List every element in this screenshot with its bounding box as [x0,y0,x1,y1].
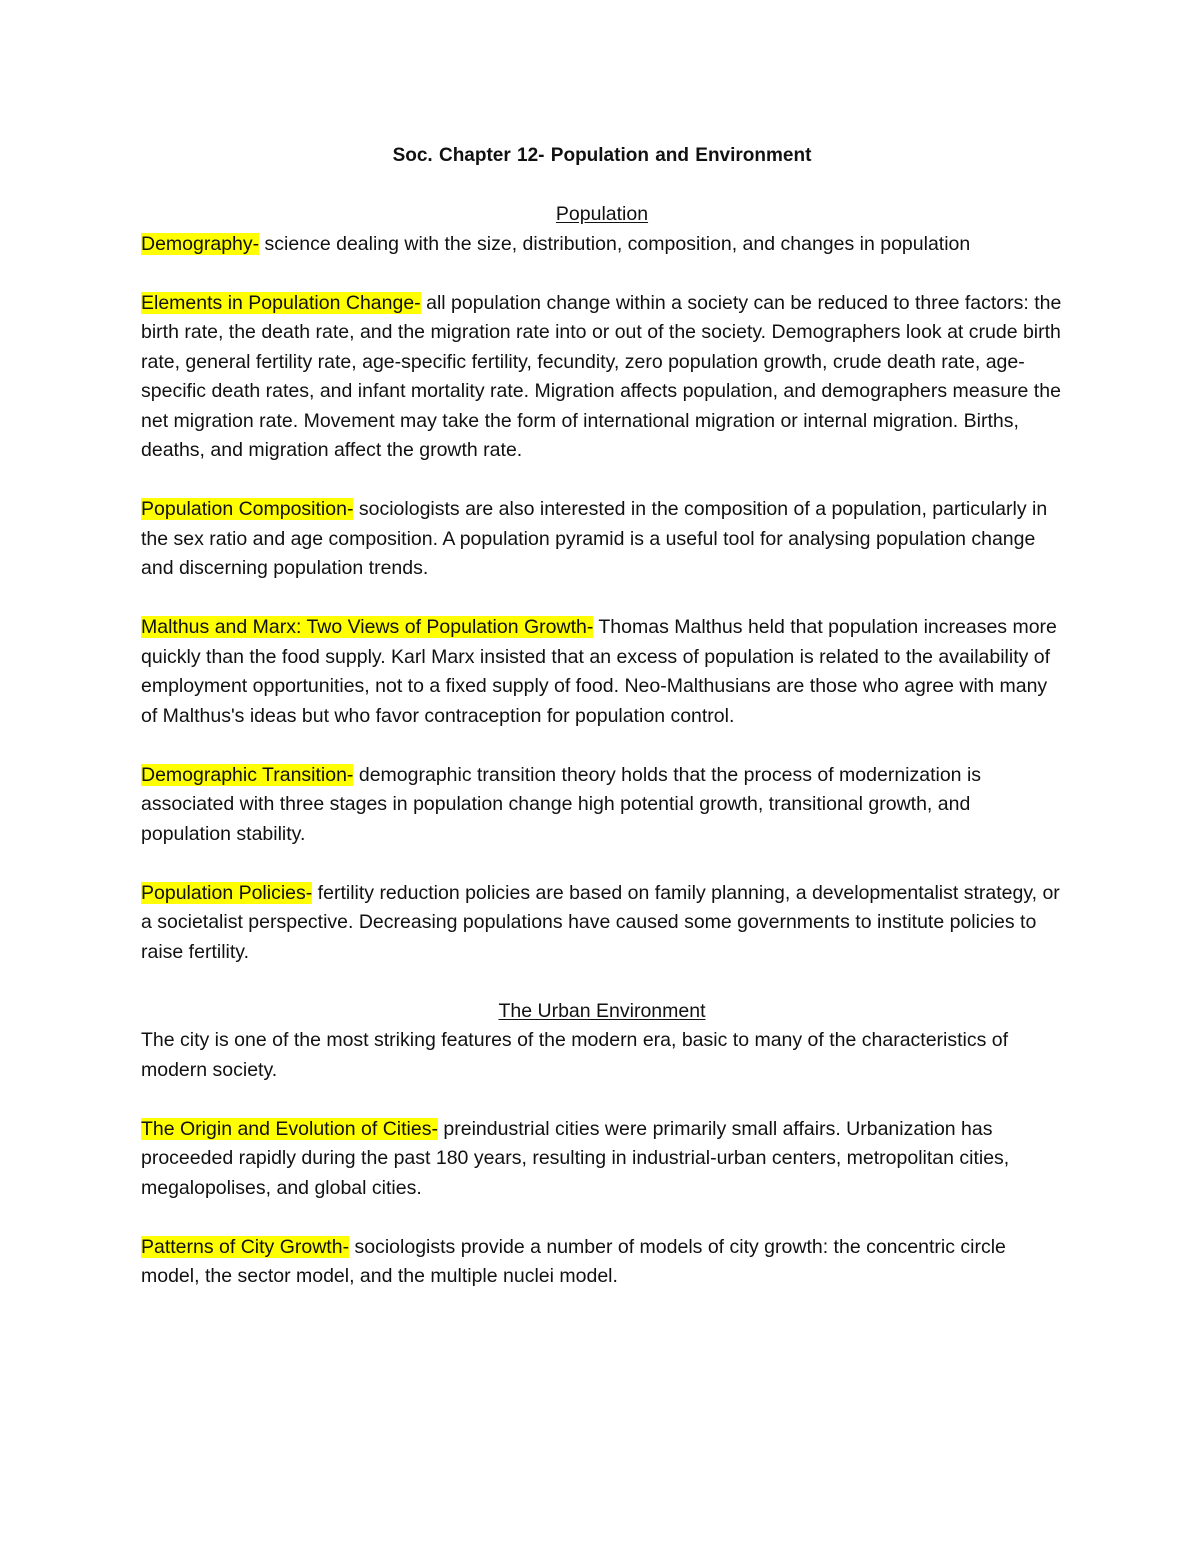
section-intro: The city is one of the most striking features of the modern era, basic to many of the characteristics of modern society. [141,1029,1009,1081]
entry-demographic-transition [141,761,1063,850]
entry-text: Thomas Malthus held that population increases more quickly than the food supply. Karl Marx insisted that an excess of population is related to the availability of employment opportunities, not to a fixed supply of food. Neo-Malthusians are those who agree with many of Malthus's ideas but who favor contraception for population control. [141,616,1057,727]
entry-demography [141,230,1063,260]
entry-elements-in-population-change [141,289,1063,466]
document-title: Soc. Chapter 12- Population and Environment [392,145,812,166]
section-heading-urban-environment: The Urban Environment [498,999,706,1022]
entry-text: sociologists provide a number of models of city growth: the concentric circle model, the sector model, and the multiple nuclei model. [141,1235,1006,1287]
entry-malthus-and-marx [141,613,1063,731]
entry-population-composition [141,495,1063,584]
entry-text: fertility reduction policies are based on family planning, a developmentalist strategy, or a societalist perspective. Decreasing populations have caused some governments to institute policies to raise fertility. [141,881,1060,963]
document-page [141,142,1063,1321]
entry-origin-and-evolution-of-cities [141,1115,1063,1204]
entry-text: science dealing with the size, distribution, composition, and changes in population [259,232,971,255]
entry-text: all population change within a society can be reduced to three factors: the birth rate, the death rate, and the migration rate into or out of the society. Demographers look at crude birth rate, general fertility rate, age-specific fertility, fecundity, zero population growth, crude death rate, age-specific death rates, and infant mortality rate. Migration affects population, and demographers measure the net migration rate. Movement may take the form of international migration or internal migration. Births, deaths, and migration affect the growth rate. [141,291,1062,461]
entry-text: sociologists are also interested in the composition of a population, particularly in the sex ratio and age composition. A population pyramid is a useful tool for analysing population change and discerning population trends. [141,498,1048,579]
highlighted-term: The Origin and Evolution of Cities- [141,1117,438,1140]
entry-text: preindustrial cities were primarily small affairs. Urbanization has proceeded rapidly during the past 180 years, resulting in industrial-urban centers, metropolitan cities, megalopolises, and global cities. [141,1117,1010,1199]
entry-patterns-of-city-growth [141,1233,1063,1292]
highlighted-term: Patterns of City Growth- [141,1235,350,1258]
highlighted-term: Population Composition- [141,498,354,520]
highlighted-term: Demographic Transition- [141,763,354,786]
highlighted-term: Demography- [141,232,260,255]
section-heading-population: Population [555,203,649,225]
entry-population-policies [141,879,1063,968]
entry-text: demographic transition theory holds that the process of modernization is associated with three stages in population change high potential growth, transitional growth, and population stability. [141,763,982,845]
highlighted-term: Population Policies- [141,881,313,904]
highlighted-term: Elements in Population Change- [141,291,421,314]
highlighted-term: Malthus and Marx: Two Views of Population Growth- [141,616,594,638]
